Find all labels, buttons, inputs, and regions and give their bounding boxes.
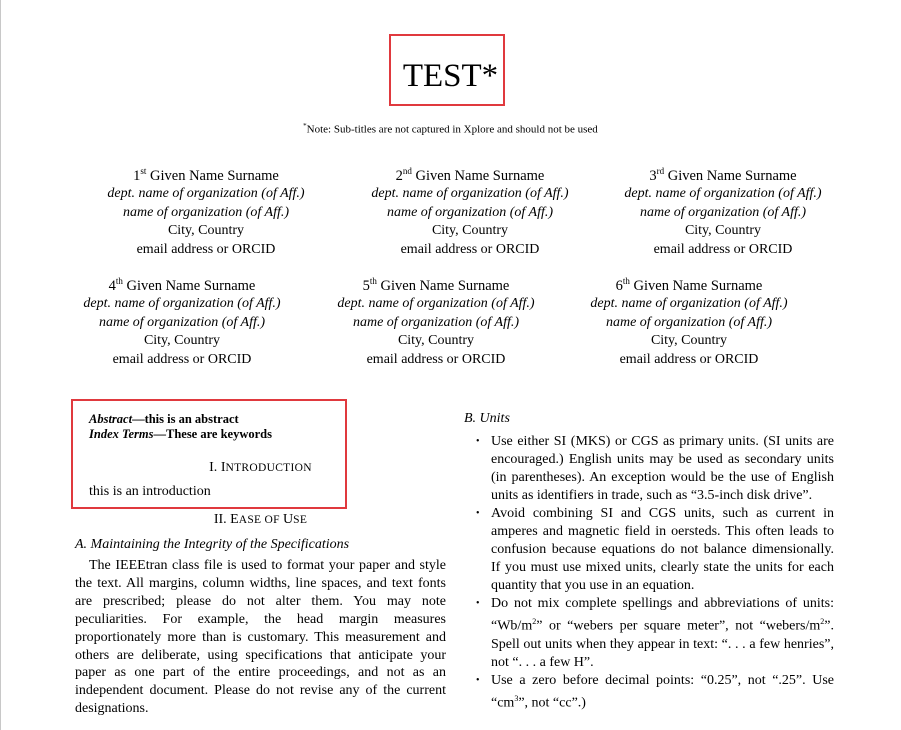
abstract-label: Abstract: [89, 412, 133, 426]
author-6: [559, 272, 819, 369]
bullet-icon: •: [476, 598, 480, 610]
abstract-line: Abstract—this is an abstract: [89, 412, 239, 426]
author-dept: dept. name of organization (of Aff.): [337, 296, 535, 312]
bullet-icon: •: [476, 508, 480, 520]
section-heading-ease-of-use: II. EASE OF USE: [213, 512, 308, 527]
author-email: email address or ORCID: [112, 351, 252, 367]
index-terms-label: Index Terms: [89, 427, 154, 441]
author-city: City, Country: [684, 223, 762, 239]
page-edge: [0, 0, 1, 730]
author-dept: dept. name of organization (of Aff.): [107, 186, 305, 202]
list-item: • Avoid combining SI and CGS units, such as current in amperes and magnetic field in oersteds. This often leads to confusion because equations do not balance dimensionally. If you must use mixed units, clearly state the units for each quantity that you use in an equation.: [476, 506, 834, 593]
author-org: name of organization (of Aff.): [605, 314, 773, 330]
author-5: [306, 272, 566, 369]
integrity-paragraph: The IEEEtran class file is used to format your paper and style the text. All margins, column widths, line spaces, and text fonts are prescribed; please do not alter them. You may note peculiarities. For example, the head margin measures proportionately more than is customary. This measurement and others are deliberate, using specifications that anticipate your paper as one part of the entire proceedings, and not as an independent document. Please do not revise any of the current designations.: [75, 558, 446, 717]
author-city: City, Country: [167, 223, 245, 239]
author-org: name of organization (of Aff.): [122, 204, 290, 220]
bullet-icon: •: [476, 674, 480, 686]
note-text: Note: Sub-titles are not captured in Xplore and should not be used: [306, 123, 598, 136]
author-name: 1st Given Name Surname: [133, 166, 279, 184]
introduction-text: this is an introduction: [89, 484, 211, 499]
subtitle-note: [0, 119, 901, 137]
author-city: City, Country: [431, 223, 509, 239]
subsection-heading-integrity: A. Maintaining the Integrity of the Specifications: [75, 537, 350, 552]
author-4: [52, 272, 312, 369]
abstract-text: this is an abstract: [144, 412, 239, 426]
author-name: 4th Given Name Surname: [108, 276, 256, 294]
subsection-heading-units: B. Units: [464, 411, 510, 426]
list-item: • Use either SI (MKS) or CGS as primary units. (SI units are encouraged.) English units may be used as secondary units (in parentheses). An exception would be the use of English units as identifiers in trade, such as “3.5-inch disk drive”.: [476, 434, 834, 503]
page-title: TEST*: [402, 58, 499, 94]
author-dept: dept. name of organization (of Aff.): [590, 296, 788, 312]
author-1: [76, 162, 336, 259]
author-dept: dept. name of organization (of Aff.): [624, 186, 822, 202]
list-item: • Use a zero before decimal points: “0.25”, not “.25”. Use “$cm^3$”, not “cc”.): [476, 672, 834, 711]
author-city: City, Country: [650, 333, 728, 349]
index-terms-line: Index Terms—These are keywords: [89, 427, 272, 441]
author-dept: dept. name of organization (of Aff.): [371, 186, 569, 202]
author-name: 6th Given Name Surname: [615, 276, 763, 294]
author-dept: dept. name of organization (of Aff.): [83, 296, 281, 312]
author-2: [340, 162, 600, 259]
author-3: [593, 162, 853, 259]
author-email: email address or ORCID: [136, 241, 276, 257]
note-mark: *: [303, 122, 307, 130]
author-org: name of organization (of Aff.): [352, 314, 520, 330]
units-list: [473, 433, 834, 713]
author-name: 3rd Given Name Surname: [649, 166, 797, 184]
author-org: name of organization (of Aff.): [98, 314, 266, 330]
bullet-icon: •: [476, 436, 480, 447]
list-item: • Do not mix complete spellings and abbreviations of units: “$Wb/m^2$” or “webers per square meter”, not “$webers/m^2$”. Spell out units when they appear in text: “. . . a few henries”, not “. . . a few H”.: [476, 596, 834, 670]
author-org: name of organization (of Aff.): [639, 204, 807, 220]
section-heading-introduction: I. INTRODUCTION: [209, 460, 312, 475]
author-name: 2nd Given Name Surname: [395, 166, 545, 184]
author-city: City, Country: [143, 333, 221, 349]
author-org: name of organization (of Aff.): [386, 204, 554, 220]
author-email: email address or ORCID: [366, 351, 506, 367]
author-name: 5th Given Name Surname: [362, 276, 510, 294]
index-terms-text: These are keywords: [165, 427, 272, 441]
author-city: City, Country: [397, 333, 475, 349]
author-email: email address or ORCID: [619, 351, 759, 367]
author-email: email address or ORCID: [653, 241, 793, 257]
author-email: email address or ORCID: [400, 241, 540, 257]
